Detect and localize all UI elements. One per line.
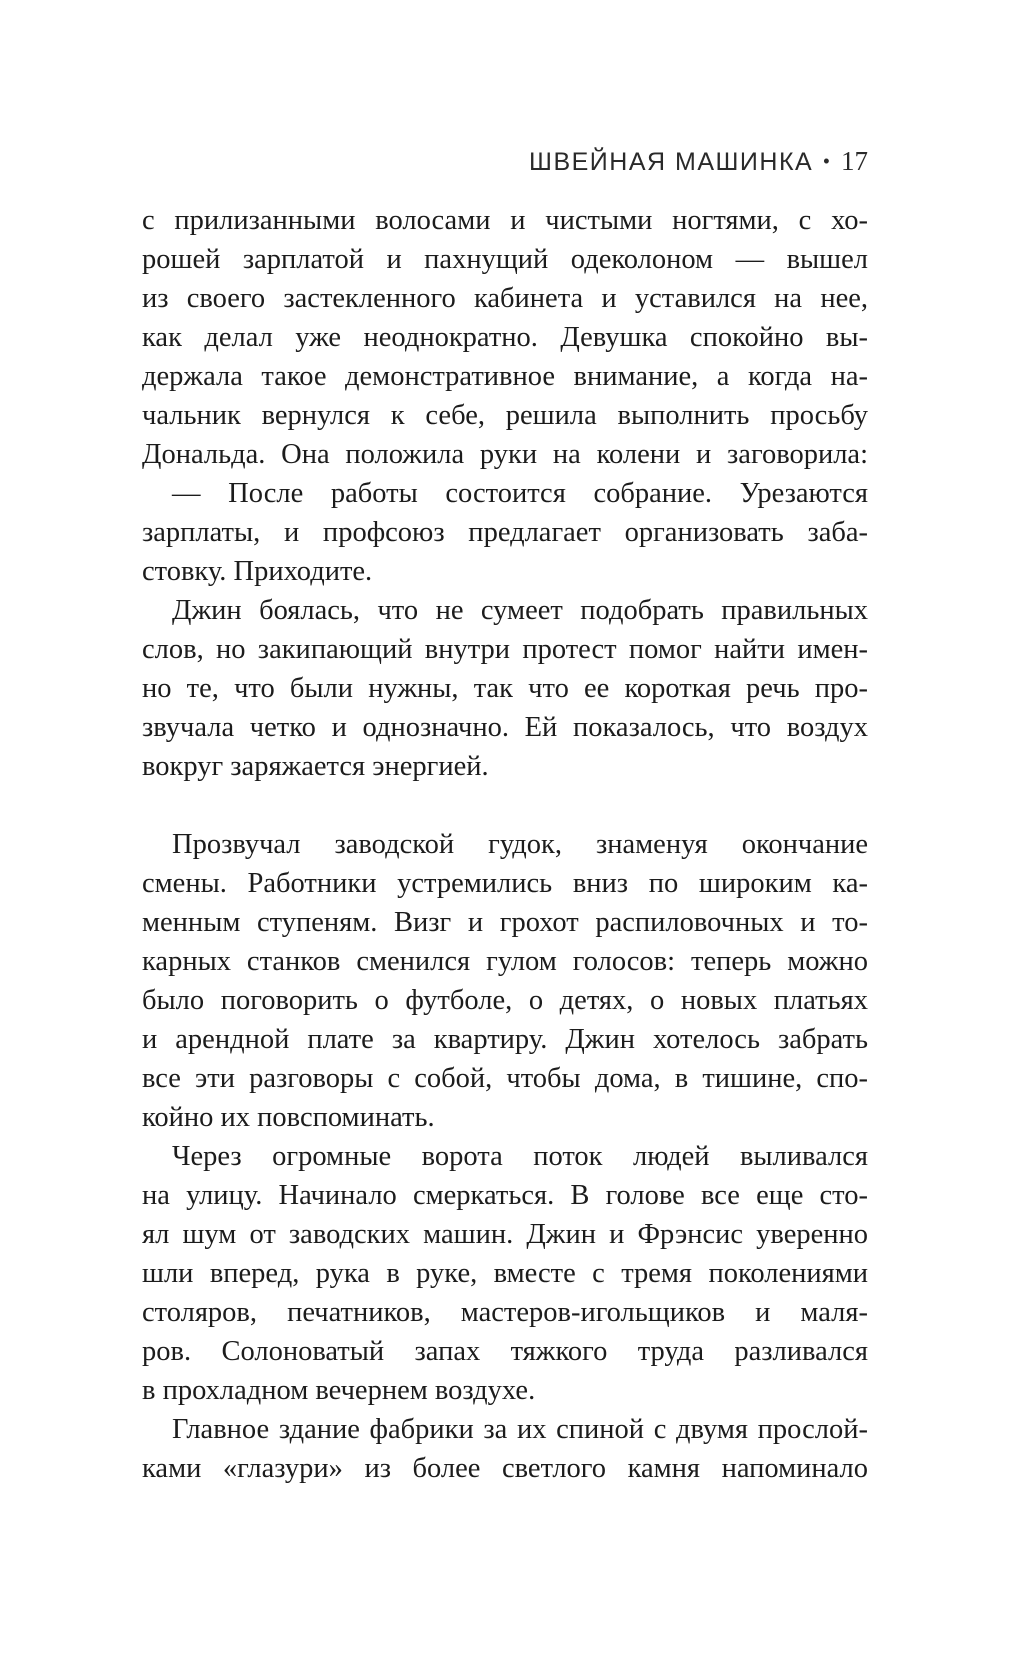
text-line: чальник вернулся к себе, решила выполнить просьбу [142, 400, 868, 431]
text-line: ками «глазури» из более светлого камня напоминало [142, 1453, 868, 1484]
text-line: все эти разговоры с собой, чтобы дома, в тишине, спо- [142, 1063, 868, 1094]
text-line: менным ступеням. Визг и грохот распиловочных и то- [142, 907, 868, 938]
text-line: и арендной плате за квартиру. Джин хотелось забрать [142, 1024, 868, 1055]
text-line: койно их повспоминать. [142, 1102, 435, 1133]
text-line: но те, что были нужны, так что ее короткая речь про- [142, 673, 868, 704]
text-line: Джин боялась, что не сумеет подобрать правильных [172, 595, 868, 626]
text-line: Главное здание фабрики за их спиной с двумя прослой- [172, 1414, 868, 1445]
text-line: как делал уже неоднократно. Девушка спокойно вы- [142, 322, 868, 353]
running-head [142, 146, 868, 177]
running-head-bullet: • [823, 151, 831, 171]
page-number: 17 [841, 146, 868, 176]
text-line: карных станков сменился гулом голосов: теперь можно [142, 946, 868, 977]
text-line: в прохладном вечернем воздухе. [142, 1375, 536, 1406]
running-head-title: ШВЕЙНАЯ МАШИНКА [529, 148, 814, 176]
text-line: зарплаты, и профсоюз предлагает организовать заба- [142, 517, 868, 548]
text-line: Прозвучал заводской гудок, знаменуя окончание [172, 829, 868, 860]
text-line: шли вперед, рука в руке, вместе с тремя поколениями [142, 1258, 868, 1289]
text-line: стовку. Приходите. [142, 556, 373, 587]
text-line: на улицу. Начинало смеркаться. В голове все еще сто- [142, 1180, 868, 1211]
text-line: смены. Работники устремились вниз по широким ка- [142, 868, 868, 899]
text-line: с прилизанными волосами и чистыми ногтями, с хо- [142, 205, 868, 236]
text-line: звучала четко и однозначно. Ей показалось, что воздух [142, 712, 868, 743]
text-line: Дональда. Она положила руки на колени и заговорила: [142, 439, 868, 470]
text-line: из своего застекленного кабинета и уставился на нее, [142, 283, 868, 314]
text-line: вокруг заряжается энергией. [142, 751, 489, 782]
text-line: держала такое демонстративное внимание, а когда на- [142, 361, 868, 392]
body-text [142, 201, 868, 1488]
text-line: Через огромные ворота поток людей выливался [172, 1141, 868, 1172]
text-line: ров. Солоноватый запах тяжкого труда разливался [142, 1336, 868, 1367]
section-break [142, 786, 868, 825]
text-line: ял шум от заводских машин. Джин и Фрэнсис уверенно [142, 1219, 868, 1250]
text-line: столяров, печатников, мастеров-игольщиков и маля- [142, 1297, 868, 1328]
text-line: рошей зарплатой и пахнущий одеколоном — вышел [142, 244, 868, 275]
text-line: — После работы состоится собрание. Урезаются [172, 478, 868, 509]
text-line: было поговорить о футболе, о детях, о новых платьях [142, 985, 868, 1016]
text-line: слов, но закипающий внутри протест помог найти имен- [142, 634, 868, 665]
